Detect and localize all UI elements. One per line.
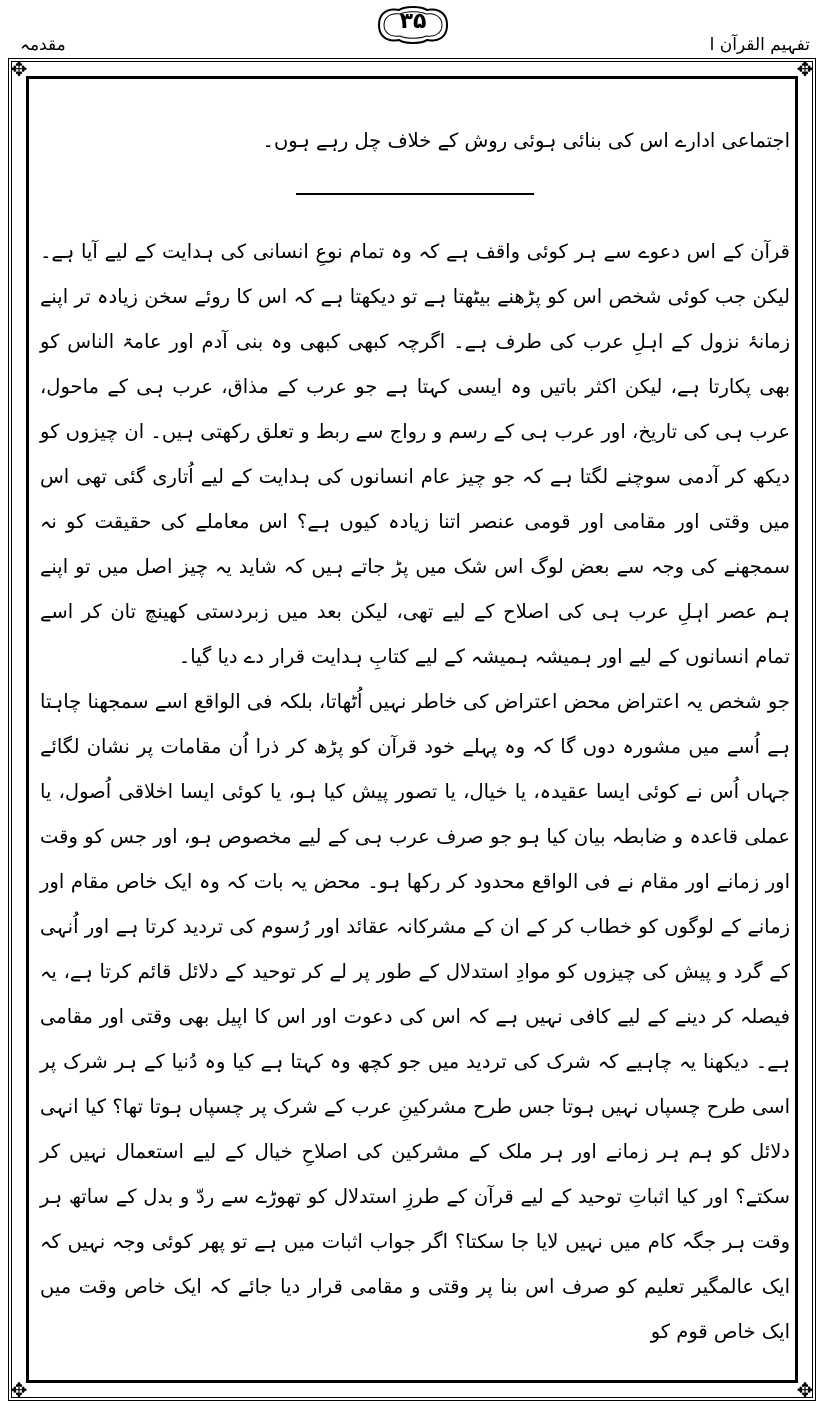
- section-title: مقدمہ: [20, 35, 66, 55]
- corner-ornament-icon: ✥: [796, 57, 814, 81]
- book-title: تفہیم القرآن ا: [709, 35, 810, 55]
- paragraph-1: قرآن کے اس دعوے سے ہر کوئی واقف ہے کہ وہ تمام نوعِ انسانی کی ہدایت کے لیے آیا ہے۔ لیکن جب کوئی شخص اس کو پڑھنے بیٹھتا ہے تو دیکھتا ہے کہ اس کا روئے سخن زیادہ تر اپنے زمانۂ نزول کے اہلِ عرب کی طرف ہے۔ اگرچہ کبھی کبھی وہ بنی آدم اور عامۃ الناس کو بھی پکارتا ہے، لیکن اکثر باتیں وہ ایسی کہتا ہے جو عرب کے مذاق، عرب ہی کے ماحول، عرب ہی کی تاریخ، اور عرب ہی کے رسم و رواج سے ربط و تعلق رکھتی ہیں۔ ان چیزوں کو دیکھ کر آدمی سوچنے لگتا ہے کہ جو چیز عام انسانوں کی ہدایت کے لیے اُتاری گئی تھی اس میں وقتی اور مقامی اور قومی عنصر اتنا زیادہ کیوں ہے؟ اس معاملے کی حقیقت کو نہ سمجھنے کی وجہ سے بعض لوگ اس شک میں پڑ جاتے ہیں کہ شاید یہ چیز اصل میں تو اپنے ہم عصر اہلِ عرب ہی کی اصلاح کے لیے تھی، لیکن بعد میں زبردستی کھینچ تان کر اسے تمام انسانوں کے لیے اور ہمیشہ ہمیشہ کے لیے کتابِ ہدایت قرار دے دیا گیا۔: [40, 240, 790, 668]
- corner-ornament-icon: ✥: [10, 1378, 28, 1402]
- section-divider: [296, 193, 534, 195]
- corner-ornament-icon: ✥: [796, 1378, 814, 1402]
- page-body: [40, 118, 790, 1354]
- corner-ornament-icon: ✥: [10, 57, 28, 81]
- page-number: ۳۵: [399, 9, 427, 34]
- page-number-badge: [373, 4, 453, 46]
- opening-line: اجتماعی ادارے اس کی بنائی ہوئی روش کے خلاف چل رہے ہوں۔: [262, 129, 790, 152]
- paragraph-2: جو شخص یہ اعتراض محض اعتراض کی خاطر نہیں اُٹھاتا، بلکہ فی الواقع اسے سمجھنا چاہتا ہے اُسے میں مشورہ دوں گا کہ وہ پہلے خود قرآن کو پڑھ کر ذرا اُن مقامات پر نشان لگائے جہاں اُس نے کوئی ایسا عقیدہ، یا خیال، یا تصور پیش کیا ہو، یا کوئی ایسا اخلاقی اُصول، یا عملی قاعدہ و ضابطہ بیان کیا ہو جو صرف عرب ہی کے لیے مخصوص ہو، اور جس کو وقت اور زمانے اور مقام نے فی الواقع محدود کر رکھا ہو۔ محض یہ بات کہ وہ ایک خاص مقام اور زمانے کے لوگوں کو خطاب کر کے ان کے مشرکانہ عقائد اور رُسوم کی تردید کرتا ہے اور اُنہی کے گرد و پیش کی چیزوں کو موادِ استدلال کے طور پر لے کر توحید کے دلائل قائم کرتا ہے، یہ فیصلہ کر دینے کے لیے کافی نہیں ہے کہ اس کی دعوت اور اس کا اپیل بھی وقتی اور مقامی ہے۔ دیکھنا یہ چاہیے کہ شرک کی تردید میں جو کچھ وہ کہتا ہے کیا وہ دُنیا کے ہر شرک پر اسی طرح چسپاں نہیں ہوتا جس طرح مشرکینِ عرب کے شرک پر چسپاں ہوتا تھا؟ کیا انہی دلائل کو ہم ہر زمانے اور ہر ملک کے مشرکین کی اصلاحِ خیال کے لیے استعمال نہیں کر سکتے؟ اور کیا اثباتِ توحید کے لیے قرآن کے طرزِ استدلال کو تھوڑے سے ردّ و بدل کے ساتھ ہر وقت ہر جگہ کام میں نہیں لایا جا سکتا؟ اگر جواب اثبات میں ہے تو پھر کوئی وجہ نہیں کہ ایک عالمگیر تعلیم کو صرف اس بنا پر وقتی و مقامی قرار دیا جائے کہ ایک خاص وقت میں ایک خاص قوم کو: [40, 690, 790, 1343]
